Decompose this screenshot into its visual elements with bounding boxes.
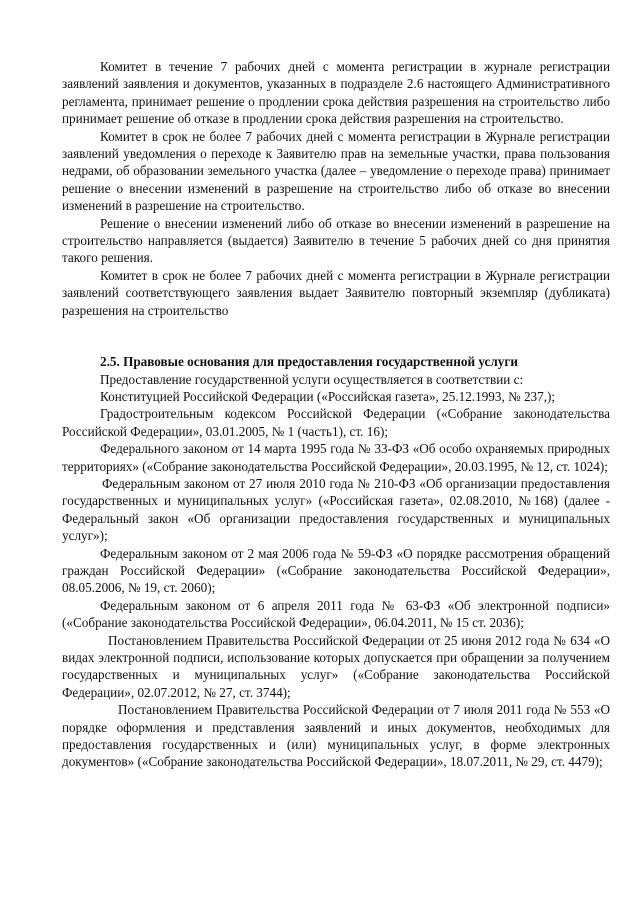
- legal-basis-decree-553: Постановлением Правительства Российской Федерации от 7 июля 2011 года № 553 «О порядке оформления и представления заявлений и иных документов, необходимых для предоставления государственных и (или) муниципальных услуг, в форме электронных документов» («Собрание законодательства Российской Федерации», 18.07.2011, № 29, ст. 4479);: [62, 702, 610, 770]
- legal-basis-law-63fz: Федеральным законом от 6 апреля 2011 года № 63-ФЗ «Об электронной подписи» («Собрание законодательства Российской Федерации», 06.04.2011, № 15 ст. 2036);: [62, 597, 610, 631]
- legal-basis-constitution: Конституцией Российской Федерации («Российская газета», 25.12.1993, № 237,);: [100, 388, 556, 404]
- legal-basis-decree-634: Постановлением Правительства Российской Федерации от 25 июня 2012 года № 634 «О видах электронной подписи, использование которых допускается при обращении за получением государственных и муниципальных услуг» («Собрание законодательства Российской Федерации», 02.07.2012, № 27, ст. 3744);: [62, 632, 610, 700]
- document-page: [62, 58, 610, 771]
- section-intro: Предоставление государственной услуги осуществляется в соответствии с:: [100, 371, 524, 387]
- legal-basis-law-33fz: Федерального законом от 14 марта 1995 года № 33-ФЗ «Об особо охраняемых природных территориях» («Собрание законодательства Российской Федерации», 20.03.1995, № 12, ст. 1024);: [62, 441, 610, 474]
- legal-basis-urban-code: Градостроительным кодексом Российской Федерации («Собрание законодательства Российской Федерации», 03.01.2005, № 1 (часть1), ст. 16);: [62, 406, 610, 439]
- paragraph-duplicate-issue: Комитет в срок не более 7 рабочих дней с момента регистрации в Журнале регистрации заявлений соответствующего заявления выдает Заявителю повторный экземпляр (дубликата) разрешения на строительство: [62, 267, 610, 318]
- section-heading: 2.5. Правовые основания для предоставления государственной услуги: [100, 354, 518, 370]
- paragraph-extension-decision: Комитет в течение 7 рабочих дней с момента регистрации в журнале регистрации заявлений заявления и документов, указанных в подразделе 2.6 настоящего Административного регламента, принимает решение о продлении срока действия разрешения на строительство либо принимает решение об отказе в продлении срока действия разрешения на строительство.: [62, 59, 610, 127]
- paragraph-decision-delivery: Решение о внесении изменений либо об отказе во внесении изменений в разрешение на строительство направляется (выдается) Заявителю в течение 5 рабочих дней со дня принятия такого решения.: [62, 215, 610, 266]
- legal-basis-law-210fz: Федеральным законом от 27 июля 2010 года № 210-ФЗ «Об организации предоставления государственных и муниципальных услуг» («Российская газета», 02.08.2010, №168) (далее - Федеральный закон «Об организации предоставления государственных и муниципальных услуг»);: [62, 475, 610, 544]
- section-spacer: [62, 319, 610, 353]
- legal-basis-law-59fz: Федеральным законом от 2 мая 2006 года № 59-ФЗ «О порядке рассмотрения обращений граждан Российской Федерации» («Собрание законодательства Российской Федерации», 08.05.2006, № 19, ст. 2060);: [62, 545, 610, 596]
- paragraph-transfer-notice: Комитет в срок не более 7 рабочих дней с момента регистрации в Журнале регистрации заявлений уведомления о переходе к Заявителю прав на земельные участки, права пользования недрами, об образовании земельного участка (далее – уведомление о переходе права) принимает решение о внесении изменений в разрешение на строительство либо об отказе во внесении изменений в разрешение на строительство.: [62, 128, 610, 214]
